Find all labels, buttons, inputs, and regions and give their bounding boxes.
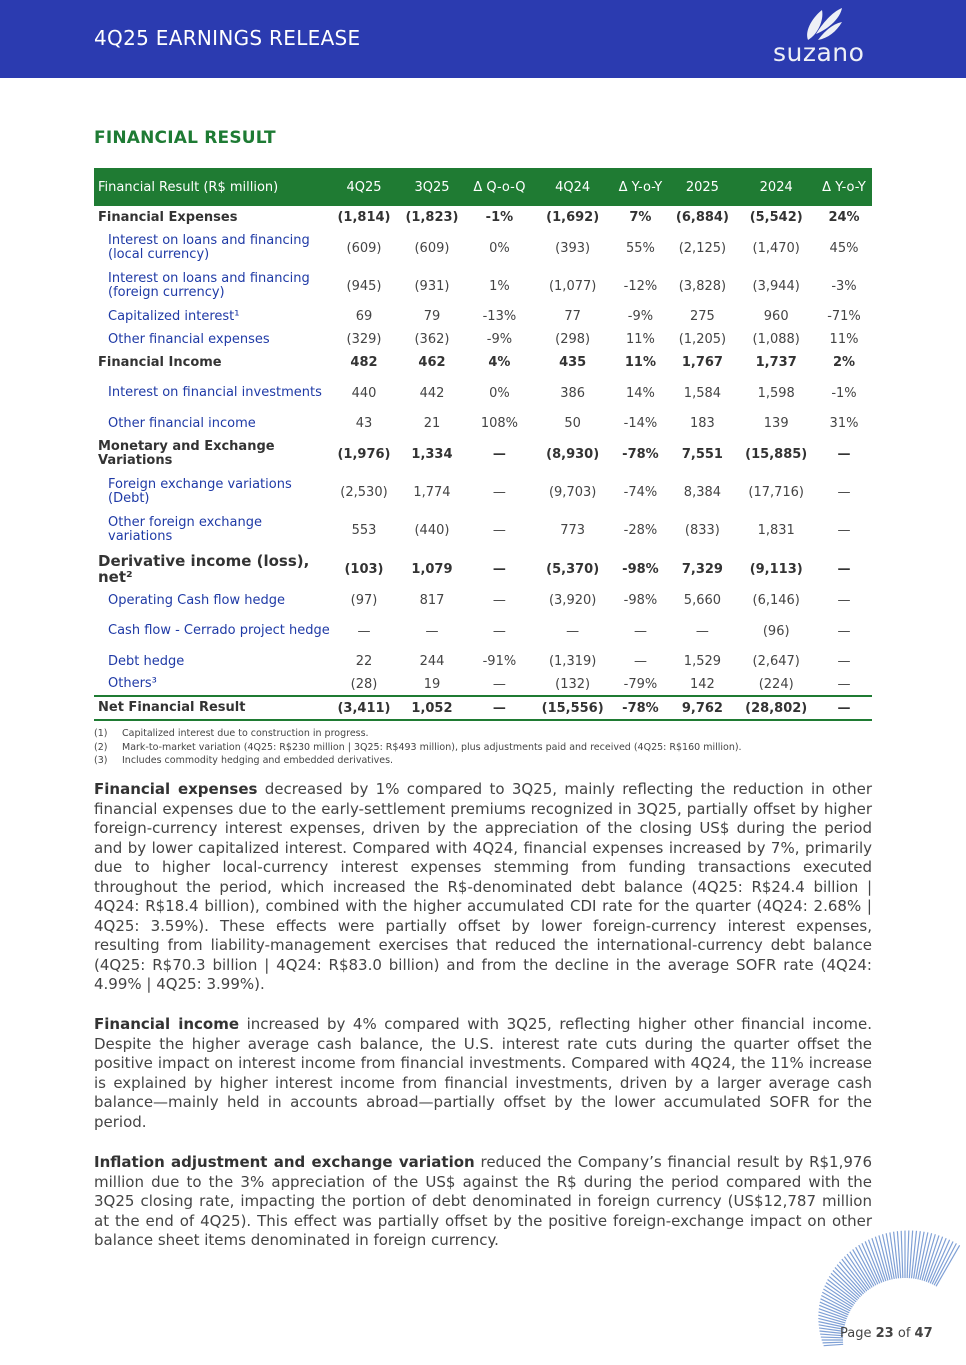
cell-value: — (837, 522, 851, 538)
cell-value: — (633, 654, 647, 669)
decorative-radial-lines-icon (750, 1225, 966, 1365)
cell-value: (5,370) (546, 561, 600, 577)
cell-value: (1,088) (752, 332, 800, 347)
cell-value: 1,529 (683, 654, 722, 669)
cell-value: (393) (555, 240, 591, 256)
decorative-line (875, 1237, 888, 1281)
page-number: 23 (875, 1326, 894, 1341)
cell-value: (1,976) (337, 446, 391, 462)
cell-value: 462 (418, 355, 446, 370)
decorative-line (901, 1231, 903, 1278)
cell-value: 55% (625, 240, 655, 256)
cell-value: 8,384 (683, 484, 722, 500)
cell-value: -13% (482, 309, 517, 324)
cell-value: — (633, 623, 647, 639)
cell-value: (298) (555, 332, 591, 347)
cell-value: -3% (831, 278, 857, 294)
cell-value: (3,920) (548, 593, 597, 608)
cell-value: -71% (827, 309, 861, 324)
cell-value: -28% (623, 522, 658, 538)
table-row (94, 305, 872, 328)
cell-value: (3,944) (752, 278, 800, 294)
footnote-number: (1) (94, 728, 108, 739)
cell-value: 31% (829, 416, 859, 431)
para-text: decreased by 1% compared to 3Q25, mainly reflecting the reduction in other financial expenses due to the early-settlement premiums recognized in 3Q25, partially offset by higher foreign-currency interest expenses, driven by the appreciation of the closing US$ during the period and by lower capitalized interest. Compared with 4Q24, financial expenses increased by 7%, primarily due to higher local-currency interest expenses stemming from funding transactions executed throughout the period, which increased the R$-denominated debt balance (4Q25: R$24.4 billion | 4Q24: R$18.4 billion), combined with the higher accumulated CDI rate for the quarter (4Q24: 2.68% | 4Q25: 3.59%). These effects were partially offset by lower foreign-currency interest expenses, resulting from liability-management exercises that reduced the international-currency debt balance (4Q25: R$70.3 billion | 4Q24: R$83.0 billion) and from the decline in the average SOFR rate (4Q24: 4.99% | 4Q25: 3.99%). (94, 780, 873, 993)
cell-value: (1,823) (405, 210, 459, 225)
cell-value: 817 (419, 593, 445, 608)
para-heading: Financial expenses (94, 780, 258, 798)
page-indicator (840, 1326, 933, 1341)
cell-value: — (837, 561, 851, 577)
cell-value: 14% (625, 385, 655, 401)
decorative-line (835, 1267, 862, 1295)
cell-value: 183 (690, 416, 715, 431)
cell-value: (329) (346, 332, 382, 347)
cell-value: 1,737 (755, 355, 797, 370)
cell-value: 1,334 (411, 446, 453, 462)
cell-value: (5,542) (749, 210, 803, 225)
cell-value: -79% (623, 676, 658, 692)
cell-value: 108% (480, 416, 518, 431)
para-heading: Financial income (94, 1015, 240, 1033)
cell-value: 1% (489, 278, 510, 294)
footnote-number: (2) (94, 741, 108, 753)
cell-value: 773 (560, 522, 586, 538)
column-header: 3Q25 (398, 168, 466, 206)
decorative-line (820, 1302, 849, 1315)
row-label: Financial Income (98, 354, 222, 370)
row-label: Interest on financial investments (108, 385, 322, 400)
row-label: Financial Expenses (98, 209, 238, 225)
cell-value: (1,077) (548, 278, 597, 294)
table-row (94, 206, 872, 229)
cell-value: 7,551 (681, 446, 723, 462)
table-header-row (94, 168, 872, 206)
cell-value: 11% (624, 355, 656, 370)
cell-value: 21 (423, 416, 441, 431)
row-label: Interest on loans and financing (foreign currency) (108, 271, 310, 300)
table-row (94, 473, 872, 511)
row-label: Other financial expenses (108, 331, 270, 347)
row-label: Interest on loans and financing (local currency) (108, 233, 310, 262)
cell-value: — (837, 593, 851, 608)
cell-value: — (466, 696, 533, 720)
cell-value: 7% (629, 210, 652, 225)
cell-value: (9,703) (548, 484, 597, 500)
cell-value: -98% (622, 561, 659, 577)
cell-value: 960 (763, 309, 789, 324)
column-header: 2024 (736, 168, 816, 206)
cell-value: -9% (627, 309, 654, 324)
column-header: Δ Q-o-Q (466, 168, 533, 206)
cell-value: — (837, 446, 851, 462)
table-row (94, 549, 872, 589)
cell-value: 0% (489, 385, 510, 401)
cell-value: (15,885) (745, 446, 808, 462)
cell-value: (96) (762, 623, 790, 639)
cell-value: 79 (423, 309, 441, 324)
table-row (94, 650, 872, 673)
cell-value: -74% (623, 484, 658, 500)
header-bar (0, 0, 966, 78)
decorative-line (823, 1342, 843, 1343)
cell-value: (931) (414, 278, 450, 294)
footnote (94, 727, 742, 741)
row-label: Other financial income (108, 415, 256, 431)
table-row (94, 612, 872, 650)
column-header: 4Q25 (330, 168, 398, 206)
cell-value: -98% (623, 593, 658, 608)
cell-value: 1,767 (681, 355, 723, 370)
cell-value: — (357, 623, 371, 639)
cell-value: 9,762 (668, 696, 736, 720)
cell-value: — (816, 696, 872, 720)
row-label: Foreign exchange variations (Debt) (108, 477, 292, 506)
cell-value: 244 (419, 654, 445, 669)
cell-value: (833) (684, 522, 720, 538)
cell-value: 5,660 (683, 593, 722, 608)
cell-value: -1% (485, 210, 514, 225)
table-row (94, 589, 872, 612)
table-row (94, 328, 872, 351)
cell-value: 7,329 (681, 561, 723, 577)
cell-value: (6,884) (675, 210, 729, 225)
page-of: of (897, 1326, 911, 1341)
cell-value: (8,930) (546, 446, 600, 462)
table-row (94, 267, 872, 305)
cell-value: (28,802) (736, 696, 816, 720)
column-header: Financial Result (R$ million) (94, 168, 330, 206)
cell-value: (9,113) (749, 561, 803, 577)
cell-value: 2% (832, 355, 856, 370)
footnote-number: (3) (94, 755, 108, 766)
cell-value: (609) (414, 240, 450, 256)
cell-value: (15,556) (533, 696, 613, 720)
cell-value: 482 (350, 355, 378, 370)
cell-value: 1,079 (411, 561, 453, 577)
cell-value: -78% (612, 696, 668, 720)
table-row (94, 374, 872, 412)
cell-value: (1,205) (678, 332, 727, 347)
cell-value: 440 (351, 385, 377, 401)
cell-value: (2,530) (340, 484, 388, 500)
decorative-line (907, 1230, 909, 1278)
footnote-text: Capitalized interest due to construction in progress. (122, 728, 369, 739)
para-text: increased by 4% compared with 3Q25, reflecting higher other financial income. Despite the higher average cash balance, the U.S. interest rate cuts during the quarter offset the positive impact on interest income from financial investments. Compared with 4Q24, the 11% increase is explained by higher interest income from financial investments, driven by a larger average cash balance—mainly held in accounts abroad—partially offset by the lower accumulated SOFR for the period. (94, 1015, 872, 1131)
report-title: 4Q25 EARNINGS RELEASE (94, 26, 361, 50)
cell-value: — (837, 484, 851, 500)
cell-value: 553 (351, 522, 377, 538)
paragraph-financial-expenses (94, 780, 872, 995)
cell-value: (609) (346, 240, 382, 256)
page-total: 47 (914, 1326, 933, 1341)
cell-value: -1% (831, 385, 857, 401)
cell-value: 435 (559, 355, 587, 370)
cell-value: (2,125) (678, 240, 727, 256)
table-row (94, 511, 872, 549)
cell-value: (132) (555, 676, 591, 692)
table-row (94, 673, 872, 696)
row-label: Debt hedge (108, 653, 185, 669)
cell-value: 4% (488, 355, 511, 370)
row-label: Derivative income (loss), net² (98, 552, 310, 586)
column-header: 2025 (668, 168, 736, 206)
cell-value: — (492, 522, 506, 538)
cell-value: 45% (829, 240, 859, 256)
cell-value: 1,774 (413, 484, 451, 500)
cell-value: (362) (414, 332, 450, 347)
paragraph-financial-income (94, 1015, 872, 1132)
table-row (94, 229, 872, 267)
cell-value: 11% (829, 332, 859, 347)
row-label: Others³ (108, 676, 157, 691)
cell-value: 275 (690, 309, 715, 324)
cell-value: (3,828) (678, 278, 727, 294)
cell-value: — (695, 623, 709, 639)
cell-value: (1,319) (548, 654, 597, 669)
cell-value: 139 (763, 416, 789, 431)
section-title: FINANCIAL RESULT (94, 128, 276, 148)
cell-value: (1,814) (337, 210, 391, 225)
footnote (94, 741, 742, 755)
cell-value: (103) (344, 561, 384, 577)
row-label: Net Financial Result (94, 696, 330, 720)
cell-value: 1,052 (398, 696, 466, 720)
cell-value: 11% (625, 332, 655, 347)
cell-value: -91% (482, 654, 517, 669)
cell-value: 77 (564, 309, 581, 324)
cell-value: — (492, 446, 506, 462)
logo-wordmark: suzano (773, 38, 865, 67)
table-row (94, 412, 872, 435)
cell-value: — (492, 676, 506, 692)
cell-value: — (492, 484, 506, 500)
footnote (94, 754, 742, 768)
row-label: Capitalized interest¹ (108, 308, 240, 324)
cell-value: — (837, 654, 851, 669)
cell-value: 19 (423, 676, 441, 692)
row-label: Cash flow - Cerrado project hedge (108, 623, 330, 638)
cell-value: -9% (486, 332, 513, 347)
cell-value: (6,146) (752, 593, 800, 608)
cell-value: — (837, 676, 851, 692)
column-header: Δ Y-o-Y (612, 168, 668, 206)
cell-value: 22 (355, 654, 373, 669)
cell-value: 442 (419, 385, 445, 401)
cell-value: 1,598 (757, 385, 795, 401)
cell-value: — (837, 623, 851, 639)
cell-value: — (492, 593, 506, 608)
cell-value: (224) (758, 676, 794, 692)
cell-value: 50 (564, 416, 581, 431)
cell-value: (17,716) (748, 484, 805, 500)
column-header: 4Q24 (533, 168, 613, 206)
decorative-line (824, 1344, 844, 1345)
cell-value: 1,831 (757, 522, 795, 538)
table-row (94, 351, 872, 374)
cell-value: 43 (355, 416, 373, 431)
table-row (94, 435, 872, 473)
cell-value: 0% (489, 240, 510, 256)
column-header: Δ Y-o-Y (816, 168, 872, 206)
footnotes (94, 727, 742, 768)
cell-value: (97) (350, 593, 378, 608)
table-row (94, 696, 872, 720)
cell-value: (440) (414, 522, 450, 538)
page-label: Page (840, 1326, 872, 1341)
cell-value: (1,470) (752, 240, 800, 256)
footnote-text: Includes commodity hedging and embedded derivatives. (122, 755, 394, 766)
cell-value: (3,411) (330, 696, 398, 720)
cell-value: (2,647) (752, 654, 800, 669)
cell-value: 1,584 (683, 385, 722, 401)
cell-value: 69 (355, 309, 373, 324)
cell-value: 386 (560, 385, 586, 401)
cell-value: (945) (346, 278, 382, 294)
footnote-text: Mark-to-market variation (4Q25: R$230 million | 3Q25: R$493 million), plus adjustments paid and received (4Q25: R$160 million). (122, 741, 742, 753)
para-heading: Inflation adjustment and exchange variation (94, 1153, 475, 1171)
cell-value: 142 (690, 676, 715, 692)
row-label: Operating Cash flow hedge (108, 592, 285, 608)
cell-value: -12% (623, 278, 658, 294)
cell-value: -14% (623, 416, 658, 431)
row-label: Monetary and Exchange Variations (98, 439, 275, 468)
cell-value: 24% (828, 210, 860, 225)
cell-value: — (492, 561, 506, 577)
cell-value: (1,692) (546, 210, 600, 225)
cell-value: -78% (622, 446, 659, 462)
cell-value: — (425, 623, 439, 639)
suzano-logo (770, 4, 880, 70)
financial-result-table (94, 168, 872, 721)
cell-value: — (492, 623, 506, 639)
cell-value: — (566, 623, 580, 639)
para-text: reduced the Company’s financial result by R$1,976 million due to the 3% appreciation of the US$ against the R$ during the period compared with the 3Q25 closing rate, impacting the portion of debt denominated in foreign currency (US$12,787 million at the end of 4Q25). This effect was partially offset by the positive foreign-exchange impact on other balance sheet items denominated in foreign currency. (94, 1153, 873, 1249)
cell-value: (28) (350, 676, 378, 692)
row-label: Other foreign exchange variations (108, 515, 262, 544)
